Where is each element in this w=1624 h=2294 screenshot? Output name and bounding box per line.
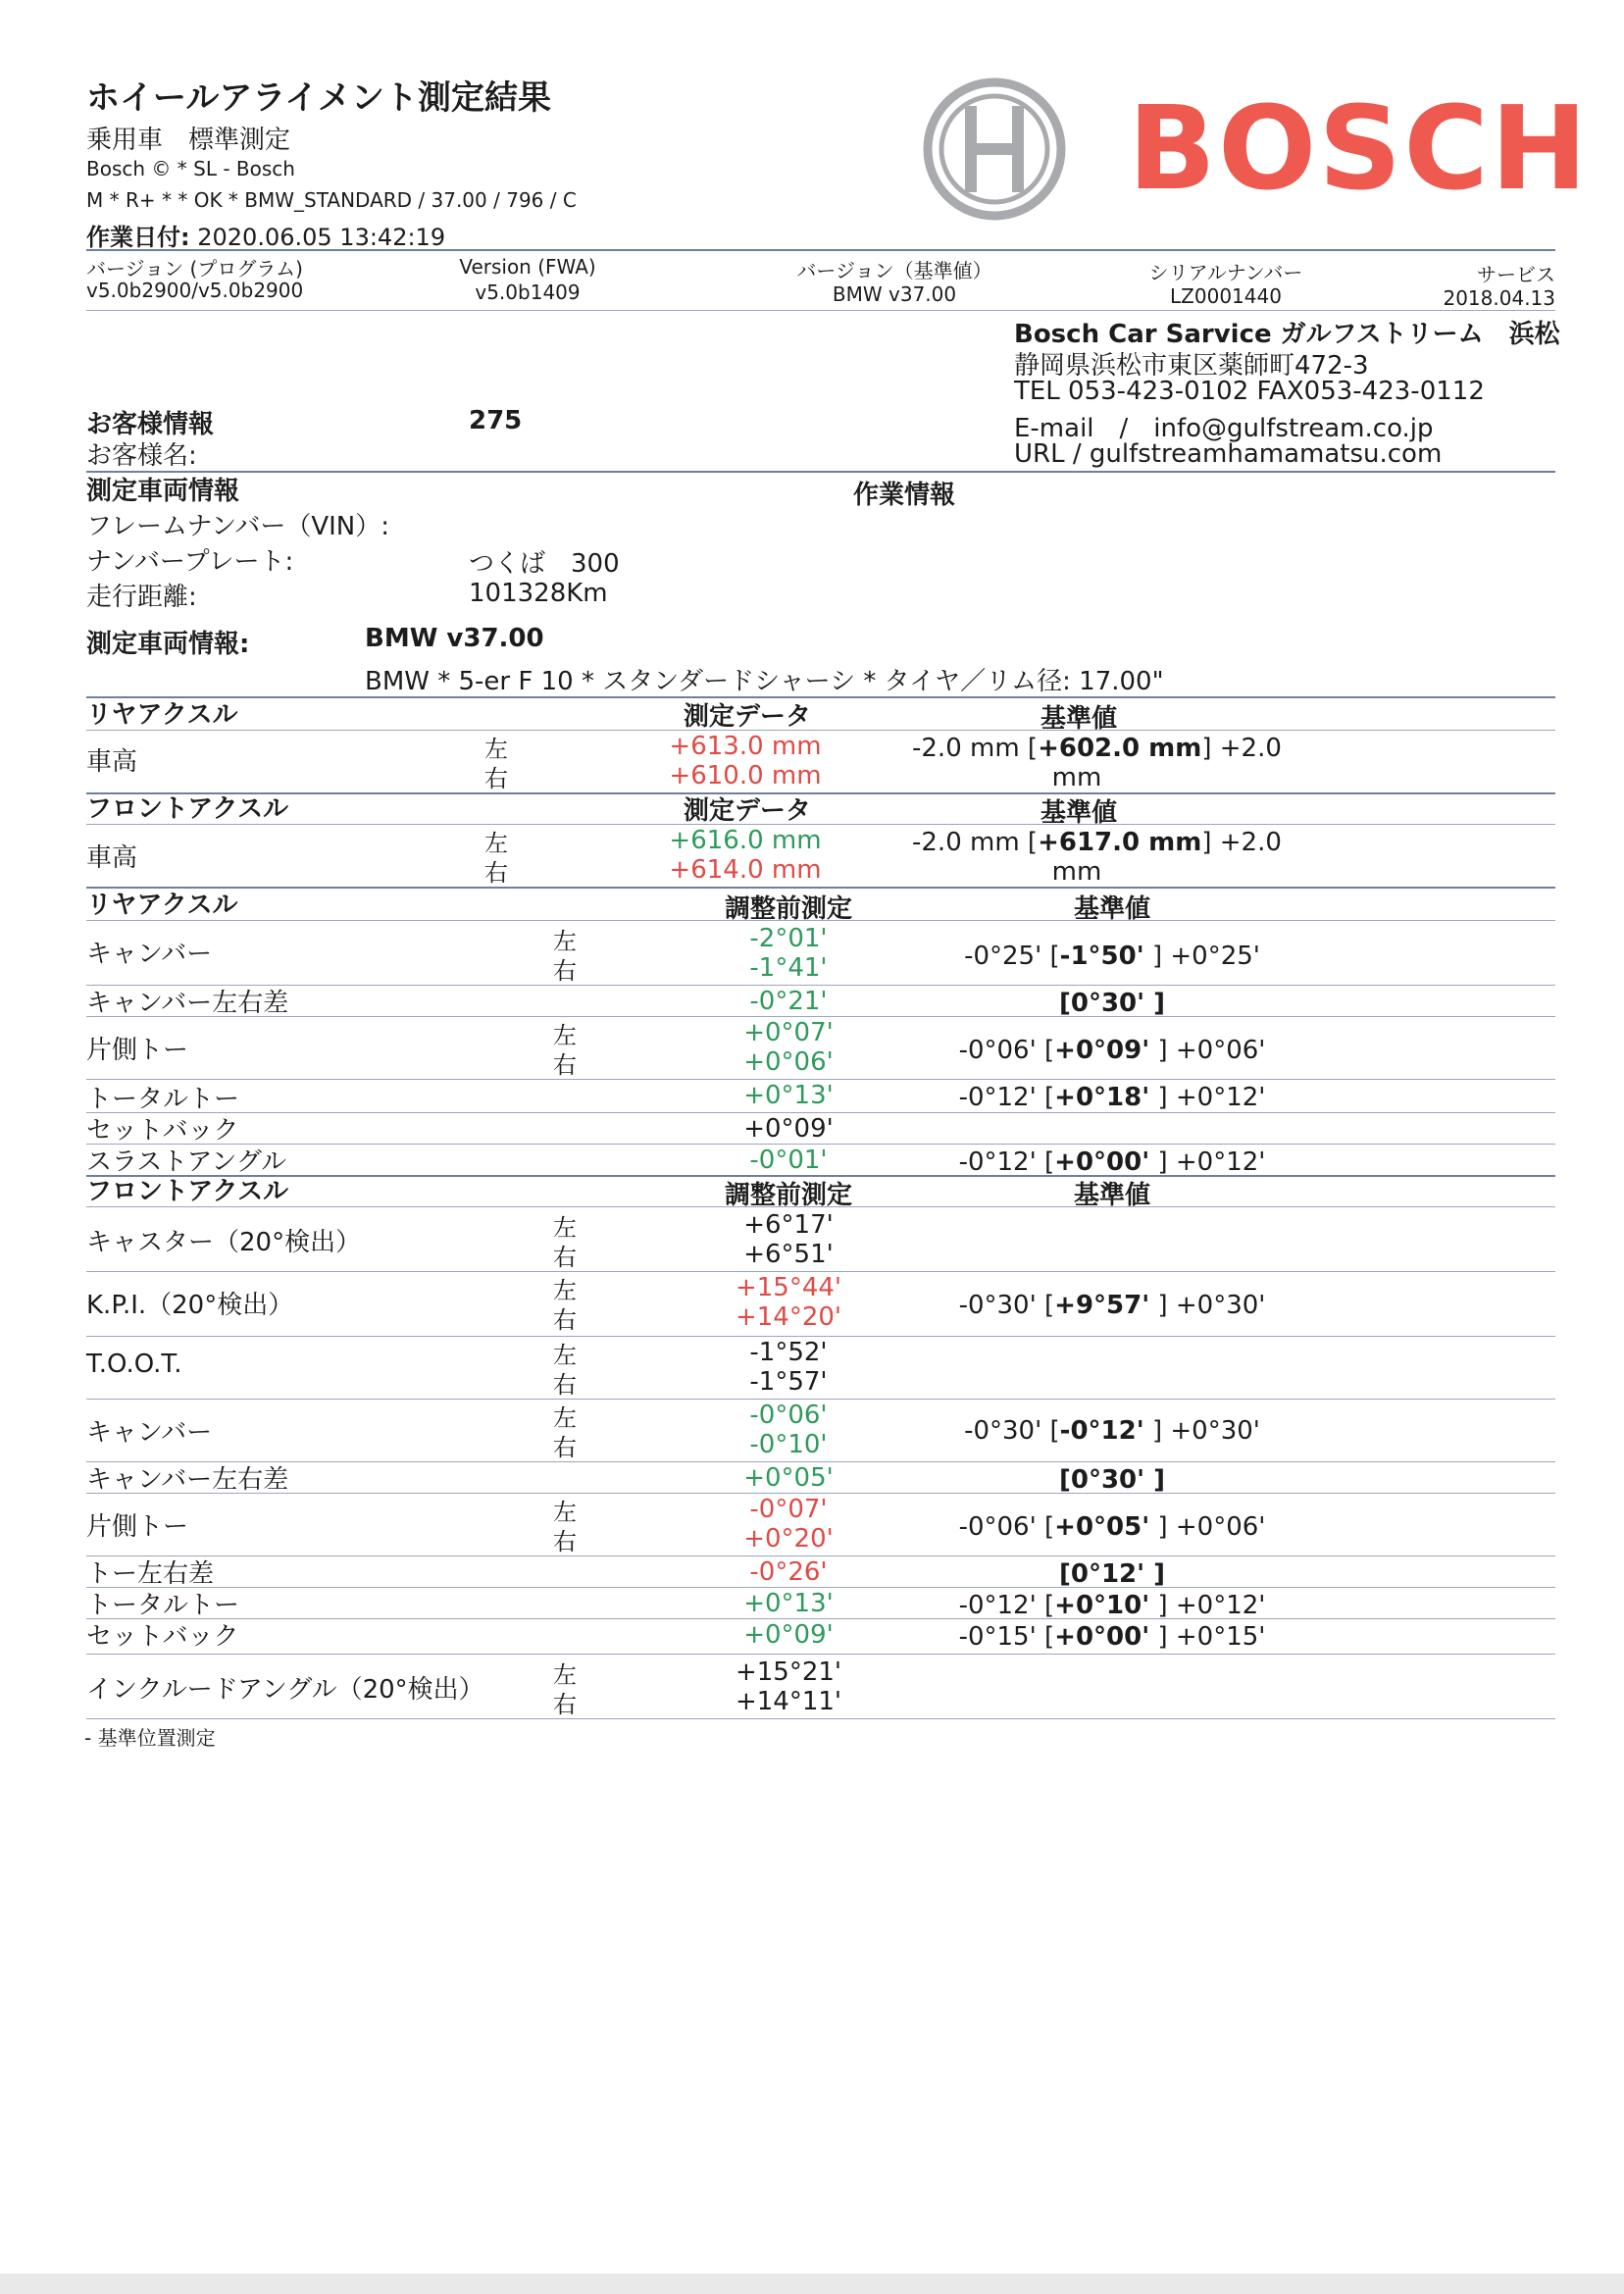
- shop-url: URL / gulfstreamhamamatsu.com: [1014, 439, 1443, 469]
- spec-post: ] +0°15': [1149, 1622, 1266, 1652]
- spec-nominal: +0°05': [1054, 1512, 1150, 1542]
- rear-camber-spec: [964, 942, 1260, 971]
- spec-pre: -2.0 mm [: [912, 828, 1039, 857]
- front-camber-label: キャンバー: [86, 1418, 213, 1448]
- spec-post: ] +0°12': [1149, 1591, 1266, 1620]
- front-camber-right: -0°10': [749, 1430, 828, 1459]
- front-camber-spec: [964, 1416, 1260, 1446]
- kpi-left: +15°44': [735, 1273, 842, 1302]
- spec-pre: -2.0 mm [: [912, 734, 1039, 763]
- measured-header: 測定データ: [683, 796, 812, 826]
- spec-header: 基準値: [1040, 704, 1118, 734]
- spec-post: ] +0°06': [1149, 1036, 1266, 1065]
- spec-nominal: +0°00': [1054, 1147, 1150, 1177]
- vin-label: フレームナンバー（VIN）:: [86, 512, 389, 541]
- left-label: 左: [553, 1214, 577, 1242]
- front-setback-label: セットバック: [86, 1622, 239, 1652]
- measured-header: 測定データ: [683, 702, 812, 732]
- spec-pre: -0°30' [: [958, 1291, 1055, 1320]
- right-label: 右: [553, 957, 577, 985]
- spec-pre: -0°12' [: [958, 1147, 1055, 1177]
- rear-ride-height-left: +613.0 mm: [669, 732, 822, 761]
- rear-camber-right: -1°41': [749, 953, 828, 983]
- front-total-toe-label: トータルトー: [86, 1591, 240, 1620]
- spec-post: ] +0°12': [1149, 1083, 1266, 1112]
- spec-nominal: +0°18': [1054, 1083, 1150, 1112]
- right-label: 右: [553, 1528, 577, 1555]
- toe-diff-spec: [0°12' ]: [1058, 1559, 1166, 1589]
- spec-header: 基準値: [1040, 798, 1118, 828]
- front-ride-height-left: +616.0 mm: [669, 826, 822, 855]
- toot-left: -1°52': [749, 1338, 828, 1367]
- included-angle-right: +14°11': [735, 1687, 842, 1716]
- shop-address: 静岡県浜松市東区薬師町472-3: [1014, 351, 1369, 381]
- rear-total-toe-spec: [959, 1083, 1266, 1112]
- spec-post: ] +0°12': [1149, 1147, 1266, 1177]
- scan-edge: [0, 2273, 1624, 2294]
- rear-axle-title: リヤアクスル: [86, 891, 238, 920]
- front-setback-value: +0°09': [743, 1620, 834, 1650]
- rear-camber-diff-label: キャンバー左右差: [86, 989, 289, 1018]
- rear-ride-height-label: 車高: [86, 747, 138, 777]
- header-line-1: Bosch © * SL - Bosch: [86, 157, 295, 180]
- spec-post: ] +2.0: [1201, 828, 1282, 857]
- version-program-label: バージョン (プログラム): [86, 257, 303, 280]
- left-label: 左: [553, 928, 577, 955]
- caster-right: +6°51': [743, 1240, 834, 1269]
- version-fwa-value: v5.0b1409: [475, 280, 581, 304]
- work-date: [86, 218, 445, 252]
- spec-nominal: +0°09': [1054, 1036, 1150, 1065]
- spec-post: ] +0°06': [1149, 1512, 1266, 1542]
- plate-label: ナンバープレート:: [86, 547, 294, 577]
- rear-toe-left: +0°07': [743, 1018, 834, 1047]
- rear-camber-left: -2°01': [749, 924, 828, 953]
- left-label: 左: [553, 1342, 577, 1369]
- left-label: 左: [553, 1404, 577, 1432]
- right-label: 右: [553, 1306, 577, 1334]
- customer-section: お客様情報: [86, 410, 215, 439]
- front-total-toe-value: +0°13': [743, 1589, 834, 1618]
- front-toe-spec: [959, 1512, 1266, 1542]
- front-toe-right: +0°20': [743, 1524, 834, 1554]
- spec-unit: mm: [1051, 857, 1102, 887]
- page-subtitle: 乗用車 標準測定: [86, 126, 291, 155]
- spec-nominal: +0°00': [1054, 1622, 1150, 1652]
- bosch-wordmark: BOSCH: [1128, 80, 1590, 216]
- left-label: 左: [553, 1661, 577, 1689]
- rear-toe-right: +0°06': [743, 1047, 834, 1077]
- ride-height-rear-title: リヤアクスル: [86, 700, 238, 730]
- left-label: 左: [484, 830, 508, 857]
- before-adjust-header: 調整前測定: [724, 894, 853, 924]
- ride-height-front-title: フロントアクスル: [86, 794, 289, 824]
- header-line-2: M * R+ * * OK * BMW_STANDARD / 37.00 / 796 / C: [86, 188, 577, 212]
- service-value: 2018.04.13: [1443, 286, 1555, 310]
- front-ride-height-right: +614.0 mm: [669, 855, 822, 885]
- rear-camber-label: キャンバー: [86, 940, 213, 969]
- right-label: 右: [553, 1691, 577, 1718]
- spec-pre: -0°12' [: [958, 1083, 1055, 1112]
- left-label: 左: [553, 1277, 577, 1304]
- rear-camber-diff-value: -0°21': [749, 987, 828, 1016]
- spec-post: ] +0°25': [1143, 942, 1260, 971]
- front-axle-title: フロントアクスル: [86, 1177, 289, 1206]
- mileage-label: 走行距離:: [86, 583, 197, 612]
- front-ride-height-spec: [912, 828, 1282, 857]
- spec-nominal: +602.0 mm: [1038, 734, 1202, 763]
- rear-camber-diff-spec: [0°30' ]: [1058, 989, 1166, 1018]
- spec-nominal: +617.0 mm: [1038, 828, 1202, 857]
- included-angle-left: +15°21': [735, 1657, 842, 1687]
- footnote: - 基準位置測定: [84, 1726, 216, 1750]
- thrust-angle-spec: [959, 1147, 1266, 1177]
- model-label: 測定車両情報:: [86, 630, 250, 659]
- rear-ride-height-right: +610.0 mm: [669, 761, 822, 790]
- serial-number-label: シリアルナンバー: [1148, 261, 1303, 284]
- front-total-toe-spec: [959, 1591, 1266, 1620]
- right-label: 右: [553, 1371, 577, 1399]
- left-label: 左: [484, 736, 508, 763]
- right-label: 右: [553, 1434, 577, 1461]
- spec-nominal: -1°50': [1059, 942, 1144, 971]
- spec-pre: -0°25' [: [964, 942, 1060, 971]
- work-info-section: 作業情報: [853, 481, 956, 510]
- toot-right: -1°57': [749, 1367, 828, 1397]
- page-title: ホイールアライメント測定結果: [86, 78, 551, 118]
- customer-name-label: お客様名:: [86, 441, 197, 471]
- spec-unit: mm: [1051, 763, 1102, 792]
- left-label: 左: [553, 1499, 577, 1526]
- spec-pre: -0°15' [: [958, 1622, 1055, 1652]
- right-label: 右: [484, 859, 508, 887]
- left-label: 左: [553, 1022, 577, 1049]
- shop-name: Bosch Car Sarvice ガルフストリーム 浜松: [1014, 320, 1560, 349]
- right-label: 右: [553, 1244, 577, 1271]
- version-program-value: v5.0b2900/v5.0b2900: [86, 279, 304, 302]
- rear-setback-label: セットバック: [86, 1116, 239, 1146]
- mileage-value: 101328Km: [469, 579, 608, 608]
- front-ride-height-label: 車高: [86, 843, 138, 873]
- spec-post: ] +0°30': [1143, 1416, 1260, 1446]
- spec-nominal: +9°57': [1054, 1291, 1150, 1320]
- version-spec-value: BMW v37.00: [832, 282, 957, 306]
- included-angle-label: インクルードアングル（20°検出）: [86, 1675, 484, 1705]
- rear-setback-value: +0°09': [743, 1114, 834, 1144]
- thrust-angle-label: スラストアングル: [86, 1147, 287, 1177]
- rear-toe-label: 片側トー: [86, 1036, 189, 1065]
- caster-label: キャスター（20°検出）: [86, 1228, 362, 1257]
- spec-pre: -0°30' [: [964, 1416, 1060, 1446]
- work-date-label: 作業日付:: [86, 224, 190, 251]
- serial-number-value: LZ0001440: [1170, 284, 1282, 308]
- model-value: BMW v37.00: [365, 624, 544, 653]
- front-camber-left: -0°06': [749, 1401, 828, 1430]
- kpi-label: K.P.I.（20°検出）: [86, 1291, 294, 1320]
- spec-post: ] +0°30': [1149, 1291, 1266, 1320]
- shop-email: E-mail / info@gulfstream.co.jp: [1014, 414, 1434, 443]
- rear-ride-height-spec: [912, 734, 1282, 763]
- bosch-armature-logo-icon: [922, 76, 1067, 222]
- plate-value: つくば 300: [469, 549, 620, 579]
- before-adjust-header: 調整前測定: [724, 1181, 853, 1210]
- spec-post: ] +2.0: [1201, 734, 1282, 763]
- right-label: 右: [484, 765, 508, 792]
- work-date-value: 2020.06.05 13:42:19: [197, 224, 446, 251]
- spec-pre: -0°06' [: [958, 1512, 1055, 1542]
- kpi-right: +14°20': [735, 1302, 842, 1332]
- version-spec-label: バージョン（基準値）: [796, 259, 992, 282]
- customer-number: 275: [469, 406, 523, 435]
- service-label: サービス: [1477, 263, 1555, 286]
- spec-header: 基準値: [1073, 1181, 1151, 1210]
- front-camber-diff-label: キャンバー左右差: [86, 1465, 289, 1495]
- spec-pre: -0°12' [: [958, 1591, 1055, 1620]
- spec-pre: -0°06' [: [958, 1036, 1055, 1065]
- vehicle-section: 測定車両情報: [86, 477, 240, 506]
- front-camber-diff-spec: [0°30' ]: [1058, 1465, 1166, 1495]
- rear-toe-spec: [959, 1036, 1266, 1065]
- spec-header: 基準値: [1073, 894, 1151, 924]
- toe-diff-value: -0°26': [749, 1557, 828, 1587]
- thrust-angle-value: -0°01': [749, 1146, 828, 1175]
- rear-total-toe-label: トータルトー: [86, 1085, 240, 1114]
- front-toe-left: -0°07': [749, 1495, 828, 1524]
- right-label: 右: [553, 1051, 577, 1079]
- front-toe-label: 片側トー: [86, 1512, 189, 1542]
- version-fwa-label: Version (FWA): [459, 255, 596, 279]
- front-setback-spec: [959, 1622, 1266, 1652]
- kpi-spec: [959, 1291, 1266, 1320]
- spec-nominal: +0°10': [1054, 1591, 1150, 1620]
- spec-nominal: -0°12': [1059, 1416, 1144, 1446]
- model-detail: BMW * 5-er F 10 * スタンダードシャーシ * タイヤ／リム径: 17.00": [365, 667, 1164, 696]
- toe-diff-label: トー左右差: [86, 1559, 215, 1589]
- shop-tel: TEL 053-423-0102 FAX053-423-0112: [1014, 377, 1485, 406]
- caster-left: +6°17': [743, 1210, 834, 1240]
- rear-total-toe-value: +0°13': [743, 1081, 834, 1110]
- toot-label: T.O.O.T.: [86, 1350, 182, 1379]
- front-camber-diff-value: +0°05': [743, 1463, 834, 1493]
